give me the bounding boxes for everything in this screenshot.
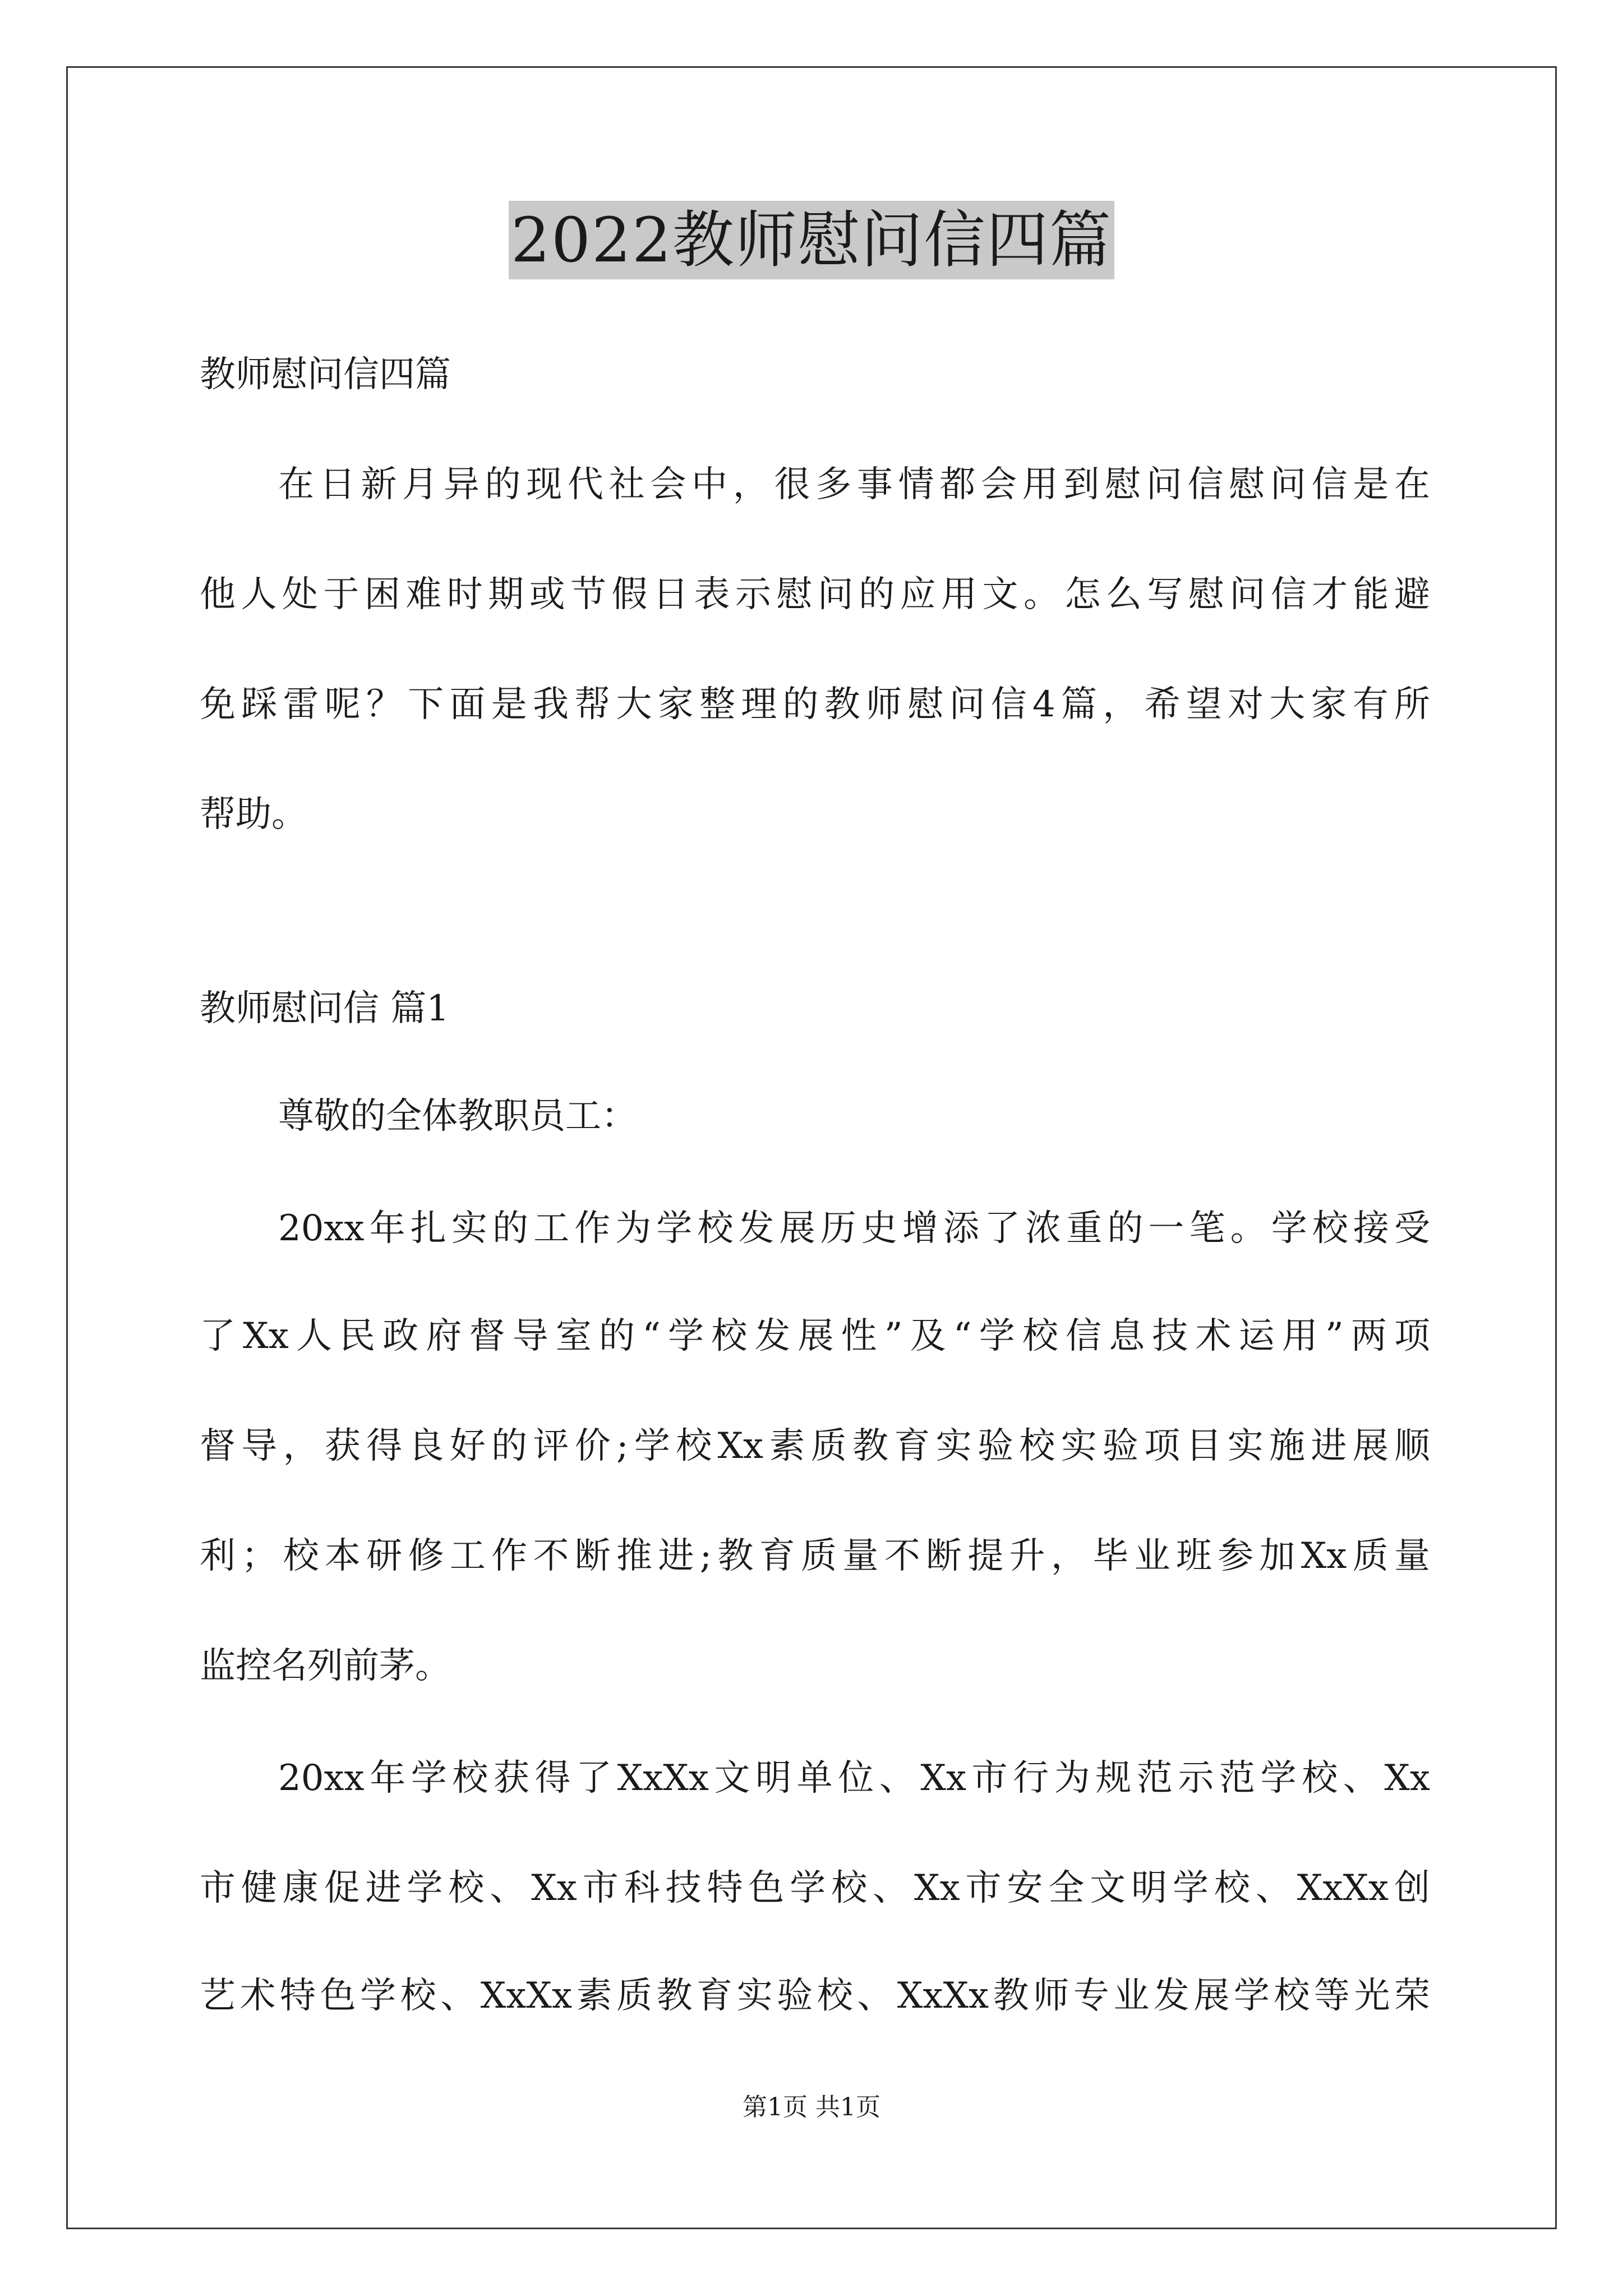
body-line-6: 20xx年学校获得了XxXx文明单位、Xx市行为规范示范学校、Xx [278,1757,1430,1799]
intro-line-3: 免踩雷呢？下面是我帮大家整理的教师慰问信4篇，希望对大家有所 [200,684,1430,725]
section-heading: 教师慰问信四篇 [200,354,451,395]
page-footer: 第1页 共1页 [743,2093,880,2122]
body-line-8: 艺术特色学校、XxXx素质教育实验校、XxXx教师专业发展学校等光荣 [200,1975,1430,2017]
letter-heading: 教师慰问信 篇1 [200,988,450,1029]
body-line-5: 监控名列前茅。 [200,1645,451,1687]
body-line-1: 20xx年扎实的工作为学校发展历史增添了浓重的一笔。学校接受 [278,1208,1430,1249]
body-line-3: 督导，获得良好的评价;学校Xx素质教育实验校实验项目实施进展顺 [200,1425,1430,1467]
body-line-7: 市健康促进学校、Xx市科技特色学校、Xx市安全文明学校、XxXx创 [200,1867,1430,1909]
intro-line-4: 帮助。 [200,794,307,835]
intro-line-1: 在日新月异的现代社会中，很多事情都会用到慰问信慰问信是在 [278,464,1430,505]
salutation: 尊敬的全体教职员工： [278,1096,637,1137]
body-line-4: 利；校本研修工作不断推进;教育质量不断提升，毕业班参加Xx质量 [200,1535,1430,1577]
body-line-2: 了Xx人民政府督导室的“学校发展性”及“学校信息技术运用”两项 [200,1315,1430,1357]
document-title: 2022教师慰问信四篇 [509,201,1114,279]
title-container [0,201,1623,279]
intro-line-2: 他人处于困难时期或节假日表示慰问的应用文。怎么写慰问信才能避 [200,574,1430,615]
